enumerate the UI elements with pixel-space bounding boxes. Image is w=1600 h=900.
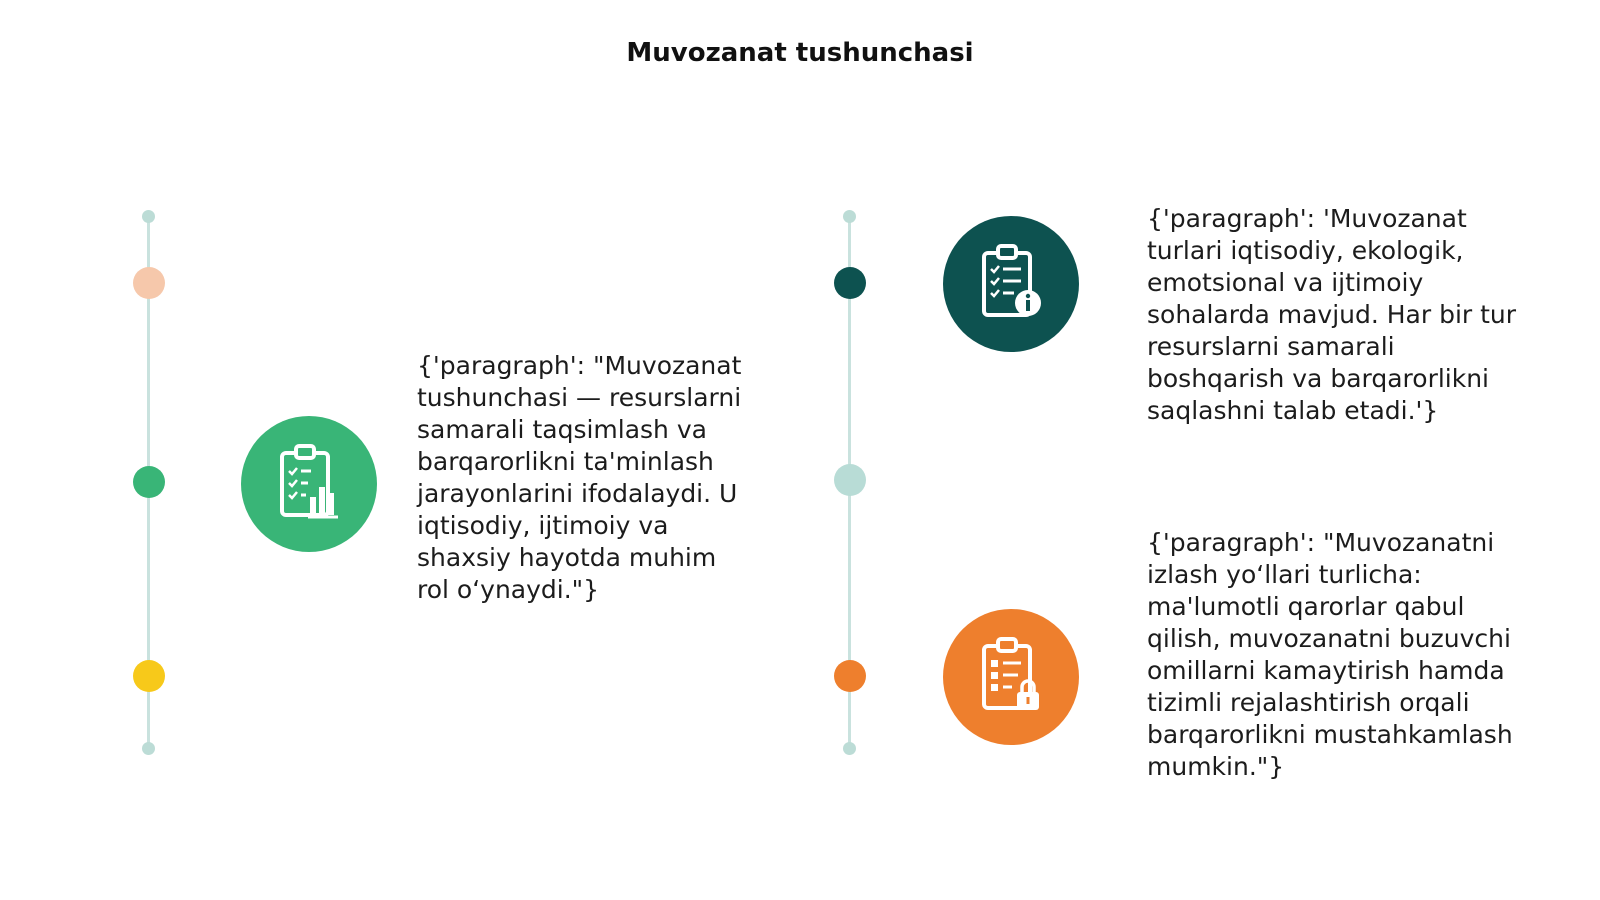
timeline-dot-green xyxy=(133,466,165,498)
item-3-icon-circle xyxy=(943,609,1079,745)
timeline-dot-pale-teal xyxy=(834,464,866,496)
item-2-icon-circle xyxy=(943,216,1079,352)
item-1-paragraph: {'paragraph': "Muvozanat tushunchasi — resurslarni samarali taqsimlash va barqarorlikni ta'minlash jarayonlarini ifodalaydi. U iqtisodiy, ijtimoiy va shaxsiy hayotda muhim rol o‘ynaydi."} xyxy=(417,351,742,604)
page-title: Muvozanat tushunchasi xyxy=(626,38,974,68)
item-2-paragraph: {'paragraph': 'Muvozanat turlari iqtisodiy, ekologik, emotsional va ijtimoiy sohalarda mavjud. Har bir tur resurslarni samarali boshqarish va barqarorlikni saqlashni talab etadi.'} xyxy=(1147,204,1517,425)
timeline-end-dot xyxy=(843,742,856,755)
clipboard-chart-icon xyxy=(266,441,352,527)
item-1-icon-circle xyxy=(241,416,377,552)
timeline-end-dot xyxy=(142,742,155,755)
timeline-dot-dark-teal xyxy=(834,267,866,299)
right-timeline xyxy=(830,210,870,760)
timeline-dot-orange xyxy=(834,660,866,692)
clipboard-info-icon xyxy=(968,241,1054,327)
item-3-paragraph: {'paragraph': "Muvozanatni izlash yo‘llari turlicha: ma'lumotli qarorlar qabul qilish, muvozanatni buzuvchi omillarni kamaytirish hamda tizimli rejalashtirish orqali barqarorlikni mustahkamlash mumkin."} xyxy=(1147,528,1513,781)
timeline-start-dot xyxy=(843,210,856,223)
timeline-dot-yellow xyxy=(133,660,165,692)
clipboard-lock-icon xyxy=(968,634,1054,720)
timeline-dot-peach xyxy=(133,267,165,299)
timeline-start-dot xyxy=(142,210,155,223)
left-timeline xyxy=(129,210,169,760)
